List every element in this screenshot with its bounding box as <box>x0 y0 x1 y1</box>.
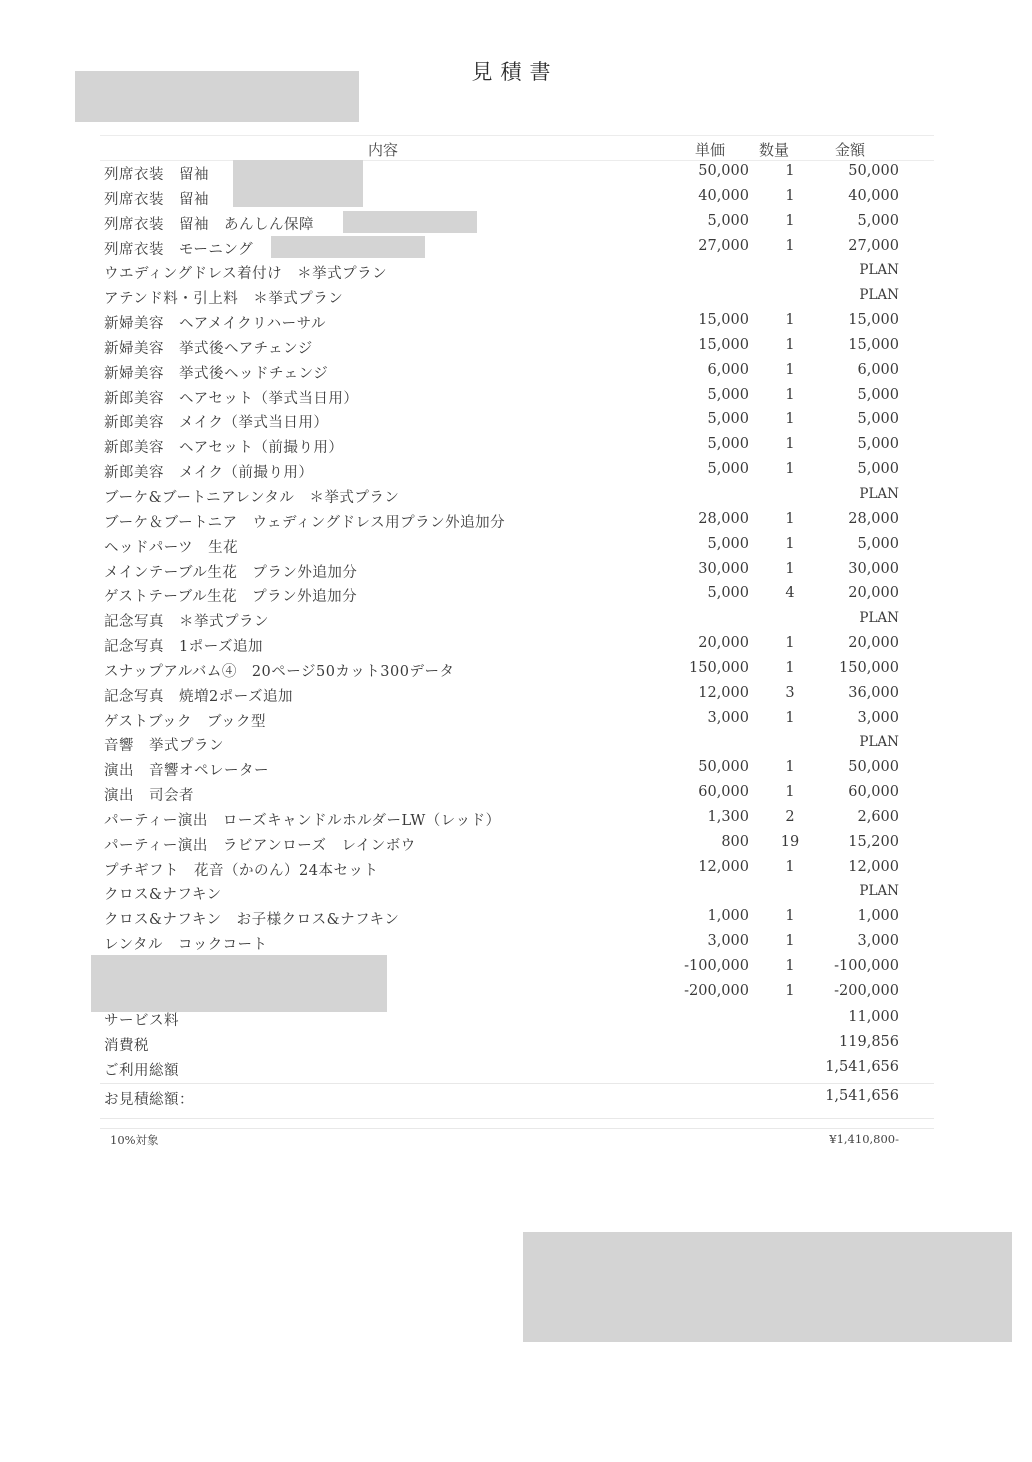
item-quantity: 1 <box>785 187 795 204</box>
redacted-block <box>523 1232 1012 1342</box>
item-amount: 15,000 <box>848 336 899 353</box>
item-description: プチギフト 花音（かのん）24本セット <box>104 862 379 879</box>
item-amount: 3,000 <box>857 933 899 950</box>
line-item-row <box>0 707 1032 732</box>
item-description: 列席衣装 留袖 あんしん保障 <box>104 216 314 233</box>
item-unit-price: 15,000 <box>698 312 749 329</box>
redacted-block <box>233 160 363 207</box>
item-amount: 5,000 <box>857 535 899 552</box>
line-item-row <box>0 185 1032 210</box>
line-item-row <box>0 334 1032 359</box>
item-description: 音響 挙式プラン <box>104 738 224 755</box>
column-header-description: 内容 <box>368 141 399 159</box>
item-amount: 150,000 <box>839 659 899 676</box>
item-quantity: 1 <box>785 659 795 676</box>
item-quantity: 1 <box>785 908 795 925</box>
item-quantity: 1 <box>785 163 795 179</box>
redacted-block <box>343 211 477 233</box>
item-amount: PLAN <box>859 485 899 502</box>
item-description: 記念写真 焼増2ポーズ追加 <box>104 688 293 705</box>
line-item-row <box>0 806 1032 831</box>
item-description: 列席衣装 留袖 <box>104 167 209 183</box>
item-quantity: 1 <box>785 336 795 353</box>
item-description: メインテーブル生花 プラン外追加分 <box>104 564 358 581</box>
item-amount: PLAN <box>859 883 899 900</box>
redacted-block <box>75 71 359 122</box>
item-amount: 15,200 <box>848 833 899 850</box>
line-item-row <box>0 831 1032 856</box>
item-description: 新婦美容 挙式後ヘッドチェンジ <box>104 365 329 382</box>
line-item-row <box>0 384 1032 409</box>
service-charge-label: サービス料 <box>104 1013 179 1029</box>
item-amount: PLAN <box>859 734 899 751</box>
item-quantity: 1 <box>785 535 795 552</box>
item-description: スナップアルバム④ 20ページ50カット300データ <box>104 663 455 680</box>
item-quantity: 19 <box>780 833 800 850</box>
item-description: 新婦美容 ヘアメイクリハーサル <box>104 316 326 333</box>
line-item-row <box>0 682 1032 707</box>
item-amount: 3,000 <box>857 709 899 726</box>
item-description: ウエディングドレス着付け ＊挙式プラン <box>104 266 388 283</box>
item-description: 列席衣装 モーニング <box>104 241 254 258</box>
item-unit-price: 12,000 <box>698 858 749 875</box>
item-quantity: 1 <box>785 510 795 527</box>
item-unit-price: 5,000 <box>707 411 749 428</box>
item-quantity: 1 <box>785 361 795 378</box>
item-unit-price: 50,000 <box>698 759 749 776</box>
item-unit-price: 5,000 <box>707 461 749 478</box>
item-quantity: 2 <box>785 808 795 825</box>
line-item-row <box>0 483 1032 508</box>
item-unit-price: 50,000 <box>698 163 749 179</box>
line-item-row <box>0 905 1032 930</box>
item-unit-price: 3,000 <box>707 709 749 726</box>
item-quantity: 4 <box>785 585 795 602</box>
line-item-row <box>0 433 1032 458</box>
item-unit-price: 40,000 <box>698 187 749 204</box>
item-amount: 5,000 <box>857 212 899 229</box>
item-unit-price: 800 <box>721 833 749 850</box>
item-amount: 1,000 <box>857 908 899 925</box>
item-unit-price: -200,000 <box>684 982 749 999</box>
item-description: レンタル コックコート <box>104 937 268 954</box>
line-item-row <box>0 731 1032 756</box>
item-unit-price: 12,000 <box>698 684 749 701</box>
summary-row-usage-total <box>0 1056 1032 1081</box>
item-description: クロス&ナフキン お子様クロス&ナフキン <box>104 912 400 929</box>
item-amount: 12,000 <box>848 858 899 875</box>
redacted-block <box>91 955 387 1012</box>
item-amount: PLAN <box>859 287 899 304</box>
line-item-row <box>0 508 1032 533</box>
item-quantity: 3 <box>785 684 795 701</box>
item-description: 新郎美容 ヘアセット（挙式当日用） <box>104 390 359 407</box>
item-quantity: 1 <box>785 759 795 776</box>
item-description: 記念写真 ＊挙式プラン <box>104 614 269 631</box>
footer-rule <box>100 1128 934 1129</box>
item-quantity: 1 <box>785 982 795 999</box>
item-unit-price: 5,000 <box>707 212 749 229</box>
item-description: 列席衣装 留袖 <box>104 191 209 208</box>
column-header-quantity: 数量 <box>759 141 790 159</box>
line-item-row <box>0 359 1032 384</box>
line-item-row <box>0 309 1032 334</box>
item-description: ヘッドパーツ 生花 <box>104 539 239 556</box>
line-item-row <box>0 160 1032 185</box>
item-unit-price: 6,000 <box>707 361 749 378</box>
item-unit-price: 5,000 <box>707 535 749 552</box>
item-description: ブーケ&ブートニアレンタル ＊挙式プラン <box>104 489 400 506</box>
item-amount: -100,000 <box>834 958 899 974</box>
item-description: パーティー演出 ラビアンローズ レインボウ <box>104 837 416 854</box>
item-amount: 20,000 <box>848 585 899 602</box>
line-item-row <box>0 458 1032 483</box>
line-item-row <box>0 558 1032 583</box>
item-unit-price: 15,000 <box>698 336 749 353</box>
item-unit-price: 1,000 <box>707 908 749 925</box>
line-item-row <box>0 533 1032 558</box>
item-quantity: 1 <box>785 958 795 974</box>
document-title: 見積書 <box>471 60 559 84</box>
consumption-tax-label: 消費税 <box>104 1038 149 1054</box>
item-quantity: 1 <box>785 635 795 652</box>
item-unit-price: 27,000 <box>698 237 749 254</box>
line-item-row <box>0 781 1032 806</box>
summary-row-tax <box>0 1031 1032 1056</box>
line-item-row <box>0 657 1032 682</box>
item-amount: -200,000 <box>834 982 899 999</box>
item-description: ブーケ＆ブートニア ウェディングドレス用プラン外追加分 <box>104 514 506 531</box>
summary-divider <box>100 1083 934 1084</box>
item-description: クロス&ナフキン <box>104 887 222 904</box>
line-item-row <box>0 930 1032 955</box>
item-description: 新郎美容 メイク（前撮り用） <box>104 465 314 482</box>
item-description: パーティー演出 ローズキャンドルホルダーLW（レッド） <box>104 812 501 829</box>
consumption-tax-value: 119,856 <box>839 1034 899 1050</box>
item-unit-price: 60,000 <box>698 784 749 801</box>
item-amount: 27,000 <box>848 237 899 254</box>
item-unit-price: -100,000 <box>684 958 749 974</box>
item-unit-price: 30,000 <box>698 560 749 577</box>
item-unit-price: 28,000 <box>698 510 749 527</box>
line-items <box>0 160 1032 1005</box>
usage-total-label: ご利用総額 <box>104 1063 179 1079</box>
summary-row-estimate-total <box>0 1085 1032 1110</box>
item-quantity: 1 <box>785 436 795 453</box>
item-amount: 5,000 <box>857 436 899 453</box>
tax-target-label: 10%対象 <box>110 1133 159 1147</box>
item-amount: 2,600 <box>857 808 899 825</box>
item-amount: PLAN <box>859 610 899 627</box>
item-quantity: 1 <box>785 709 795 726</box>
item-unit-price: 1,300 <box>707 808 749 825</box>
item-amount: 15,000 <box>848 312 899 329</box>
item-unit-price: 20,000 <box>698 635 749 652</box>
item-amount: 50,000 <box>848 163 899 179</box>
column-header-unit-price: 単価 <box>695 141 726 159</box>
estimate-total-label: お見積総額： <box>104 1092 194 1108</box>
item-amount: 36,000 <box>848 684 899 701</box>
item-unit-price: 5,000 <box>707 585 749 602</box>
item-description: アテンド料・引上料 ＊挙式プラン <box>104 291 344 308</box>
line-item-row <box>0 632 1032 657</box>
line-item-row <box>0 856 1032 881</box>
header-top-rule <box>100 135 934 136</box>
item-quantity: 1 <box>785 461 795 478</box>
item-unit-price: 150,000 <box>689 659 749 676</box>
item-description: ゲストブック ブック型 <box>104 713 266 730</box>
item-amount: 20,000 <box>848 635 899 652</box>
item-description: ゲストテーブル生花 プラン外追加分 <box>104 589 358 606</box>
line-item-row <box>0 607 1032 632</box>
item-description: 新郎美容 ヘアセット（前撮り用） <box>104 440 344 457</box>
line-item-row <box>0 582 1032 607</box>
line-item-row <box>0 880 1032 905</box>
line-item-row <box>0 235 1032 260</box>
line-item-row <box>0 210 1032 235</box>
item-amount: 50,000 <box>848 759 899 776</box>
item-amount: 6,000 <box>857 361 899 378</box>
item-amount: 28,000 <box>848 510 899 527</box>
item-quantity: 1 <box>785 212 795 229</box>
item-quantity: 1 <box>785 386 795 403</box>
tax-target-value: ¥1,410,800- <box>829 1132 899 1146</box>
item-description: 新婦美容 挙式後ヘアチェンジ <box>104 340 313 357</box>
usage-total-value: 1,541,656 <box>825 1059 899 1075</box>
line-item-row <box>0 259 1032 284</box>
service-charge-value: 11,000 <box>848 1009 899 1025</box>
item-unit-price: 5,000 <box>707 436 749 453</box>
summary-bottom-rule <box>100 1118 934 1119</box>
item-quantity: 1 <box>785 411 795 428</box>
line-item-row <box>0 408 1032 433</box>
line-item-row <box>0 284 1032 309</box>
redacted-block <box>271 236 425 258</box>
item-amount: 5,000 <box>857 386 899 403</box>
item-quantity: 1 <box>785 933 795 950</box>
item-amount: 5,000 <box>857 411 899 428</box>
item-amount: 60,000 <box>848 784 899 801</box>
item-quantity: 1 <box>785 858 795 875</box>
item-quantity: 1 <box>785 784 795 801</box>
item-amount: 5,000 <box>857 461 899 478</box>
item-quantity: 1 <box>785 560 795 577</box>
item-description: 演出 音響オペレーター <box>104 763 269 780</box>
estimate-total-value: 1,541,656 <box>825 1088 899 1104</box>
line-item-row <box>0 756 1032 781</box>
column-header-amount: 金額 <box>835 141 866 159</box>
item-amount: 40,000 <box>848 187 899 204</box>
item-description: 新郎美容 メイク（挙式当日用） <box>104 415 329 432</box>
item-quantity: 1 <box>785 237 795 254</box>
item-amount: PLAN <box>859 262 899 279</box>
item-amount: 30,000 <box>848 560 899 577</box>
item-quantity: 1 <box>785 312 795 329</box>
item-description: 記念写真 1ポーズ追加 <box>104 639 263 656</box>
item-description: 演出 司会者 <box>104 788 194 805</box>
item-unit-price: 5,000 <box>707 386 749 403</box>
item-unit-price: 3,000 <box>707 933 749 950</box>
